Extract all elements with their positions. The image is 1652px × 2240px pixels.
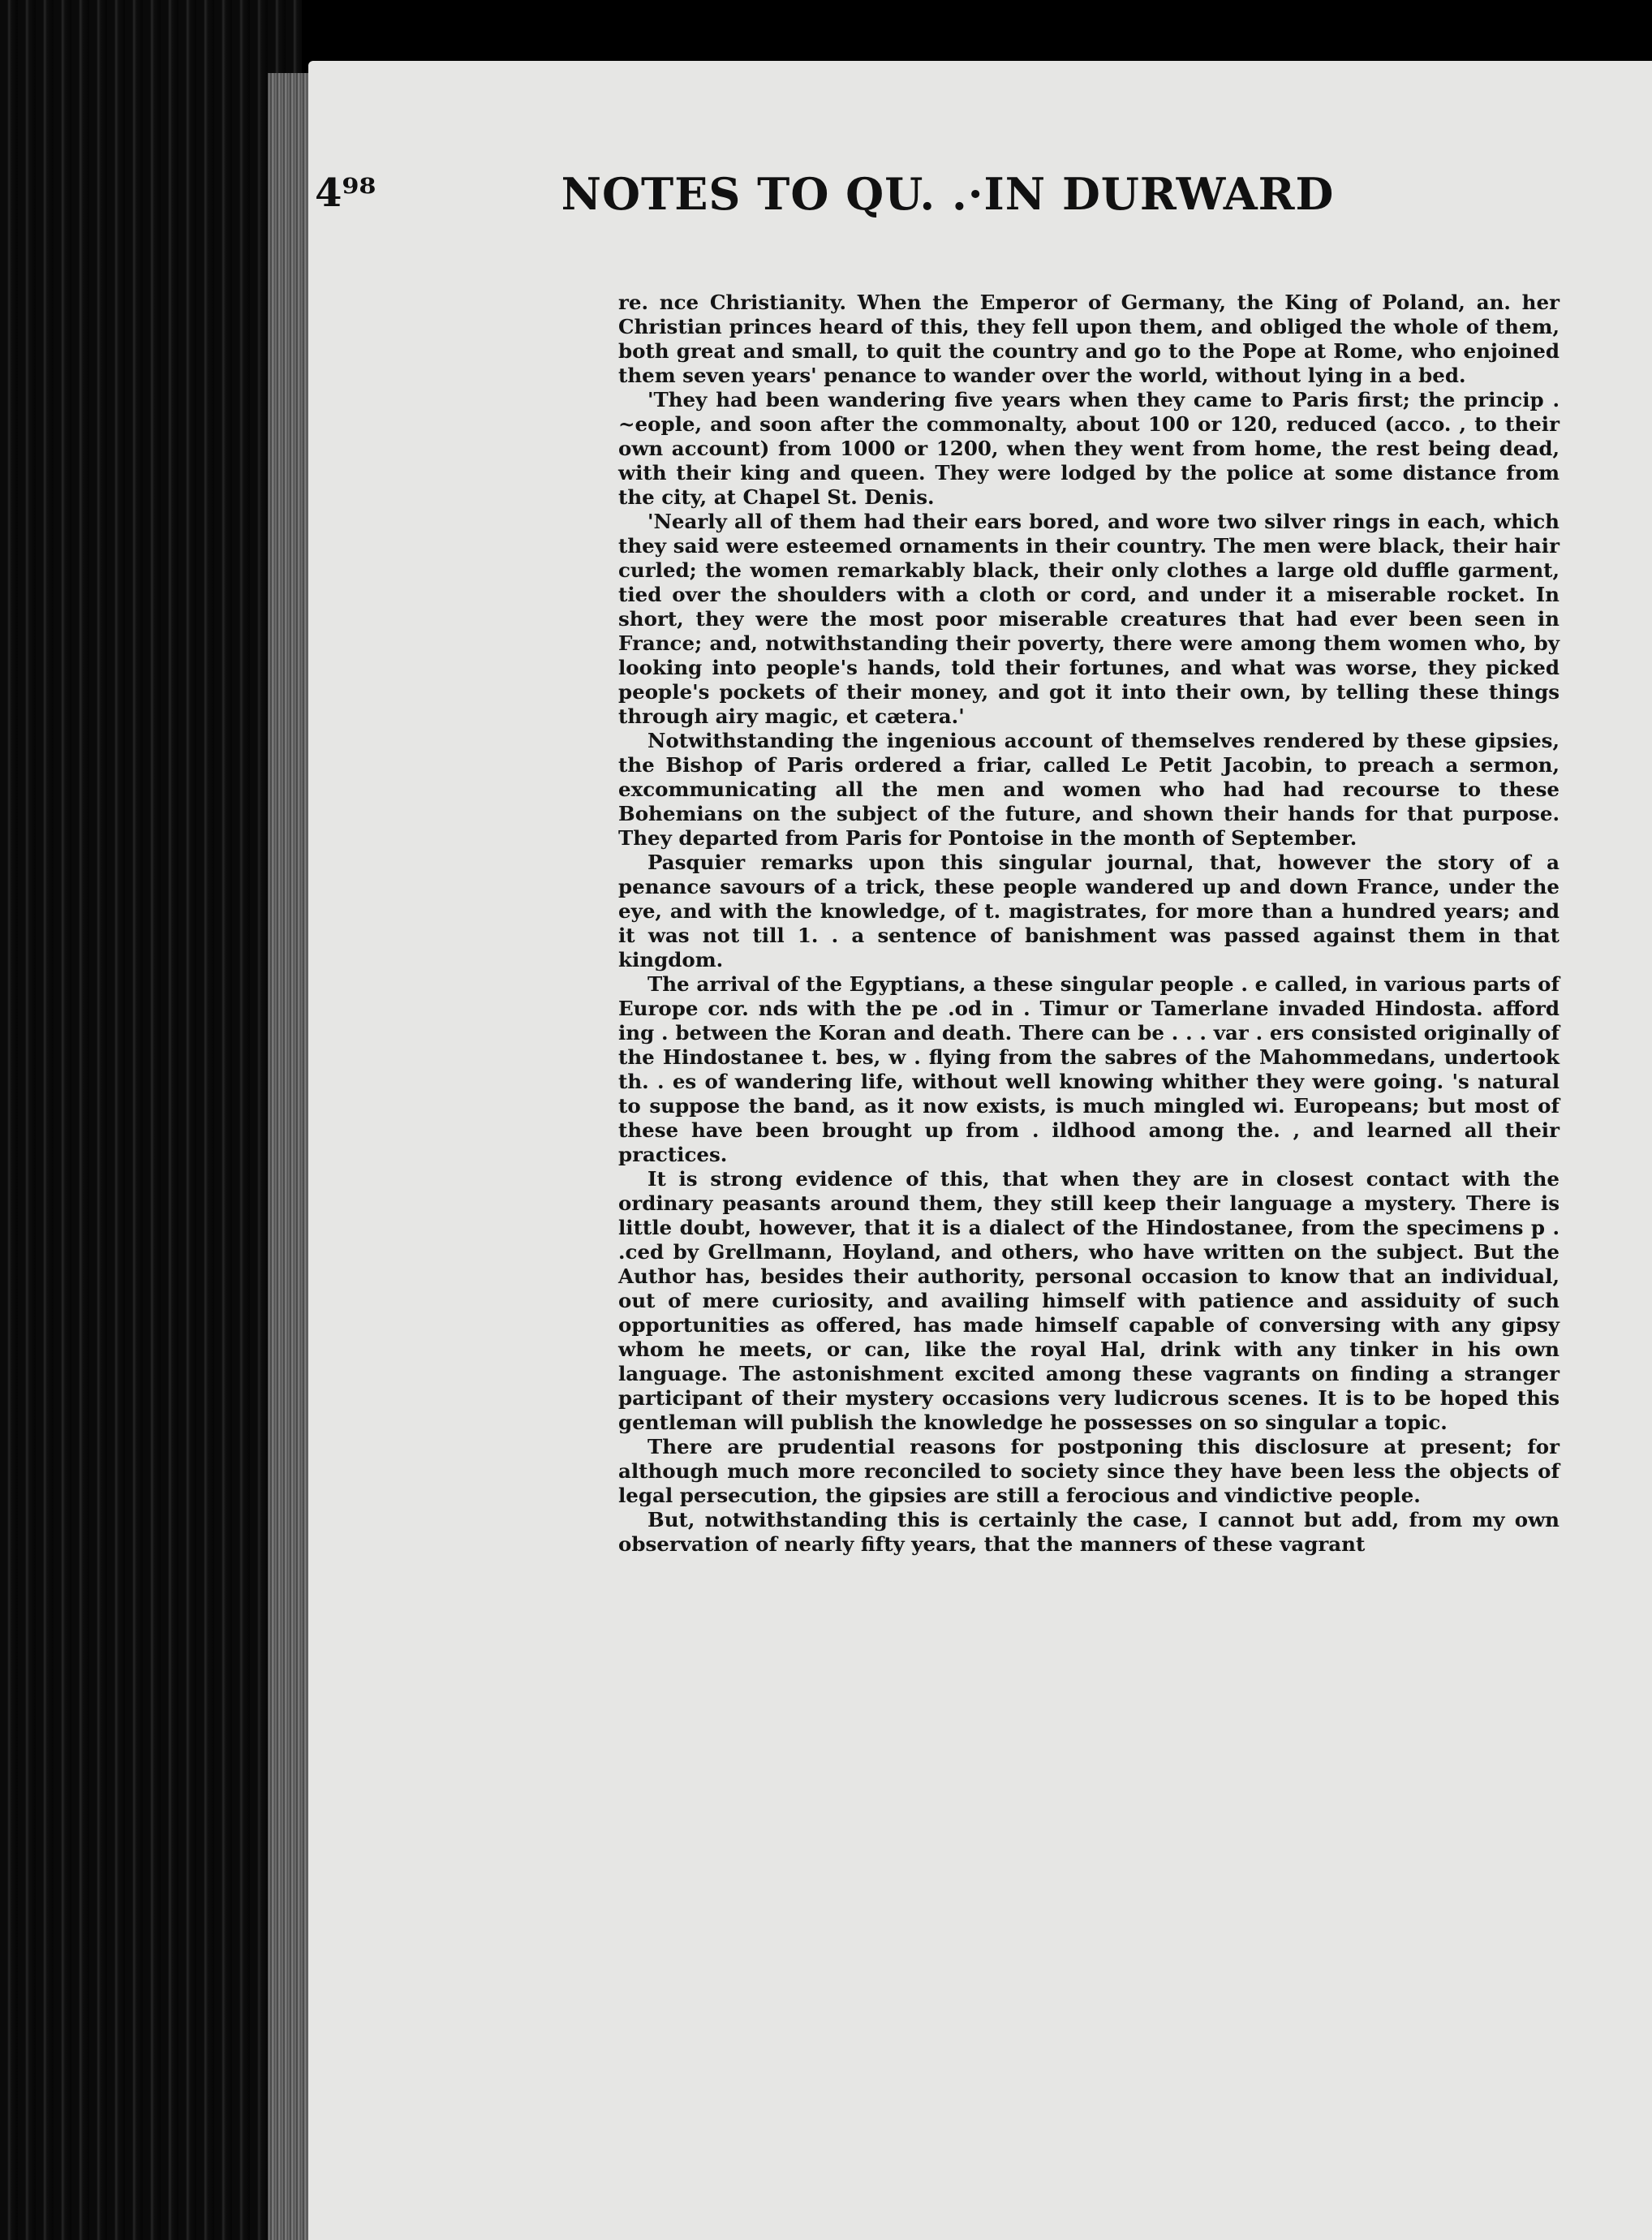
paragraph: re. nce Christianity. When the Emperor of Germany, the King of Poland, an. her Christian princes heard of this, they fell upon them, and obliged the whole of them, both great and small, to quit the country and go to the Pope at Rome, who enjoined them seven years' penance to wander over the world, without lying in a bed. [618,291,1560,387]
paragraph: Notwithstanding the ingenious account of themselves rendered by these gipsies, the Bishop of Paris ordered a friar, called Le Petit Jacobin, to preach a sermon, excommunicating all the men and women who had had recourse to these Bohemians on the subject of the future, and shown their hands for that purpose. They departed from Paris for Pontoise in the month of September. [618,729,1560,850]
page-stack-edge [268,73,312,2240]
paragraph: Pasquier remarks upon this singular journal, that, however the story of a penance savours of a trick, these people wandered up and down France, under the eye, and with the knowledge, of t. magistrates, for more than a hundred years; and it was not till 1. . a sentence of banishment was passed against them in that kingdom. [618,851,1560,971]
paragraph: But, notwithstanding this is certainly the case, I cannot but add, from my own observation of nearly fifty years, that the manners of these vagrant [618,1508,1560,1556]
running-head: NOTES TO QU. .·IN DURWARD [561,168,1335,220]
book-binding-edge [0,0,302,2240]
paragraph: There are prudential reasons for postponing this disclosure at present; for although much more reconciled to society since they have been less the objects of legal persecution, the gipsies are still a ferocious and vindictive people. [618,1435,1560,1507]
page-number: 4⁹⁸ [315,170,376,216]
body-text [618,291,1560,1557]
paragraph: 'They had been wandering five years when they came to Paris first; the princip . ~eople, and soon after the commonalty, about 100 or 120, reduced (acco. , to their own account) from 1000 or 1200, when they went from home, the rest being dead, with their king and queen. They were lodged by the police at some distance from the city, at Chapel St. Denis. [618,388,1560,509]
paragraph: It is strong evidence of this, that when they are in closest contact with the ordinary peasants around them, they still keep their language a mystery. There is little doubt, however, that it is a dialect of the Hindostanee, from the specimens p . .ced by Grellmann, Hoyland, and others, who have written on the subject. But the Author has, besides their authority, personal occasion to know that an individual, out of mere curiosity, and availing himself with patience and assiduity of such opportunities as offered, has made himself capable of conversing with any gipsy whom he meets, or can, like the royal Hal, drink with any tinker in his own language. The astonishment excited among these vagrants on finding a stranger participant of their mystery occasions very ludicrous scenes. It is to be hoped this gentleman will publish the knowledge he possesses on so singular a topic. [618,1167,1560,1434]
paragraph: 'Nearly all of them had their ears bored, and wore two silver rings in each, which they said were esteemed ornaments in their country. The men were black, their hair curled; the women remarkably black, their only clothes a large old duffle garment, tied over the shoulders with a cloth or cord, and under it a miserable rocket. In short, they were the most poor miserable creatures that had ever been seen in France; and, notwithstanding their poverty, there were among them women who, by looking into people's hands, told their fortunes, and what was worse, they picked people's pockets of their money, and got it into their own, by telling these things through airy magic, et cætera.' [618,510,1560,728]
paragraph: The arrival of the Egyptians, a these singular people . e called, in various parts of Europe cor. nds with the pe .od in . Timur or Tamerlane invaded Hindosta. afford ing . between the Koran and death. There can be . . . var . ers consisted originally of the Hindostanee t. bes, w . flying from the sabres of the Mahommedans, undertook th. . es of wandering life, without well knowing whither they were going. 's natural to suppose the band, as it now exists, is much mingled wi. Europeans; but most of these have been brought up from . ildhood among the. , and learned all their practices. [618,972,1560,1166]
